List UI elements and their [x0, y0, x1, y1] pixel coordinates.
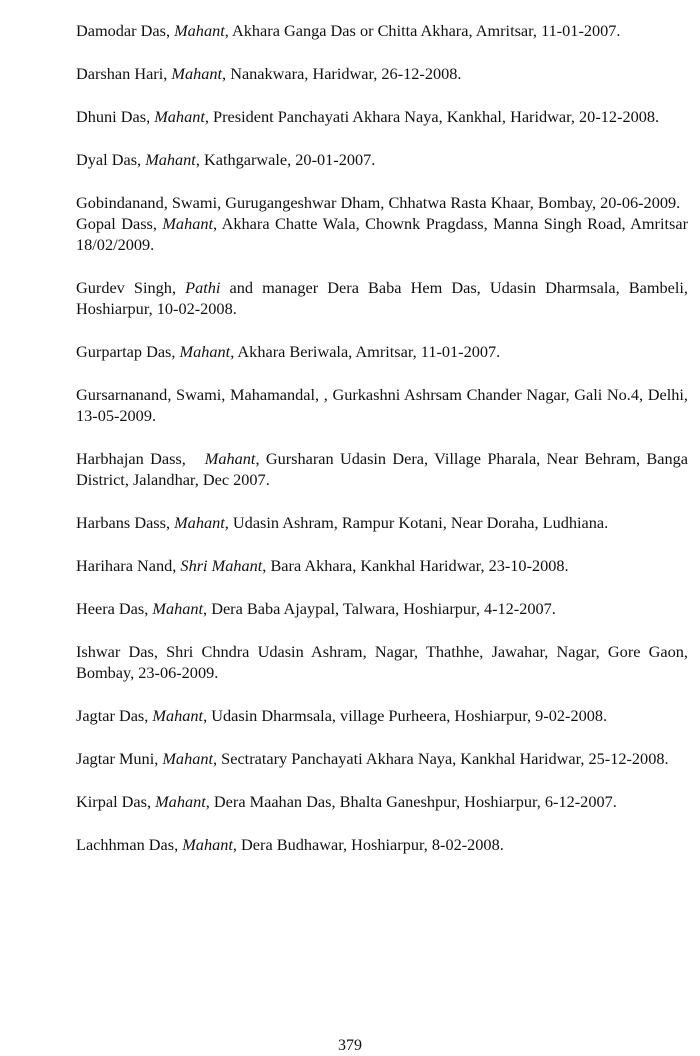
entry-title: Mahant	[174, 513, 225, 532]
entry-details: , Swami, Mahamandal, , Gurkashni Ashrsam Chander Nagar, Gali No.4, Delhi, 13-05-2009.	[76, 385, 688, 425]
entry-name: Harihara Nand	[76, 556, 173, 575]
entry-title: Mahant	[154, 107, 205, 126]
list-item: Harbans Dass, Mahant, Udasin Ashram, Rampur Kotani, Near Doraha, Ludhiana.	[76, 513, 609, 532]
entry-name: Kirpal Das	[76, 792, 147, 811]
entry-name: Heera Das	[76, 599, 145, 618]
entry-title: Mahant	[155, 792, 206, 811]
entry-details: , Udasin Ashram, Rampur Kotani, Near Doraha, Ludhiana.	[224, 513, 609, 532]
entry-details: , President Panchayati Akhara Naya, Kankhal, Haridwar, 20-12-2008.	[204, 107, 660, 126]
list-item: Dyal Das, Mahant, Kathgarwale, 20-01-2007.	[76, 150, 376, 169]
list-item: Jagtar Das, Mahant, Udasin Dharmsala, village Purheera, Hoshiarpur, 9-02-2008.	[76, 706, 608, 725]
entry-details: , Dera Maahan Das, Bhalta Ganeshpur, Hoshiarpur, 6-12-2007.	[205, 792, 617, 811]
entry-name: Lachhman Das	[76, 835, 175, 854]
entry-details: , Gursharan Udasin Dera, Village Pharala, Near Behram, Banga District, Jalandhar, Dec 2007.	[76, 449, 689, 489]
entry-title: Mahant	[171, 64, 223, 83]
list-item: Jagtar Muni, Mahant, Sectratary Panchayati Akhara Naya, Kankhal Haridwar, 25-12-2008.	[76, 749, 669, 768]
entry-name: Gurpartap Das	[76, 342, 172, 361]
entry-details: , Dera Budhawar, Hoshiarpur, 8-02-2008.	[232, 835, 504, 854]
list-item: Damodar Das, Mahant, Akhara Ganga Das or Chitta Akhara, Amritsar, 11-01-2007.	[76, 21, 621, 40]
entry-name: Damodar Das	[76, 21, 166, 40]
entry-details: , Akhara Ganga Das or Chitta Akhara, Amritsar, 11-01-2007.	[224, 21, 621, 40]
list-item: Gurpartap Das, Mahant, Akhara Beriwala, Amritsar, 11-01-2007.	[76, 342, 501, 361]
entry-details: and manager Dera Baba Hem Das, Udasin Dharmsala, Bambeli, Hoshiarpur, 10-02-2008.	[76, 278, 689, 318]
entry-title: Mahant	[182, 835, 233, 854]
entry-title: Mahant	[174, 21, 225, 40]
list-item	[76, 192, 688, 213]
list-item: Heera Das, Mahant, Dera Baba Ajaypal, Talwara, Hoshiarpur, 4-12-2007.	[76, 599, 556, 618]
bibliography-list	[76, 20, 688, 877]
list-item: Gurdev Singh, Pathi and manager Dera Baba Hem Das, Udasin Dharmsala, Bambeli, Hoshiarpur, 10-02-2008.	[76, 278, 689, 318]
entry-name: Gobindanand	[76, 193, 164, 212]
list-item: Darshan Hari, Mahant, Nanakwara, Haridwar, 26-12-2008.	[76, 64, 462, 83]
entry-details: , Swami, Gurugangeshwar Dham, Chhatwa Rasta Khaar, Bombay, 20-06-2009.	[163, 193, 681, 212]
entry-title: Mahant	[145, 150, 196, 169]
list-item: Kirpal Das, Mahant, Dera Maahan Das, Bhalta Ganeshpur, Hoshiarpur, 6-12-2007.	[76, 792, 617, 811]
entry-name: Gursarnanand	[76, 385, 168, 404]
entry-details: , Sectratary Panchayati Akhara Naya, Kankhal Haridwar, 25-12-2008.	[213, 749, 669, 768]
entry-title: Shri Mahant	[180, 556, 263, 575]
entry-title: Mahant	[179, 342, 231, 361]
entry-details: , Shri Chndra Udasin Ashram, Nagar, Thathhe, Jawahar, Nagar, Gore Gaon, Bombay, 23-06-2009.	[76, 642, 689, 682]
entry-title: Mahant	[162, 214, 214, 233]
entry-name: Gopal Dass	[76, 214, 153, 233]
entry-name: Ishwar Das	[76, 642, 154, 661]
list-item: Harbhajan Dass, Mahant, Gursharan Udasin Dera, Village Pharala, Near Behram, Banga District, Jalandhar, Dec 2007.	[76, 449, 689, 489]
list-item	[76, 641, 688, 683]
entry-name: Jagtar Muni	[76, 749, 155, 768]
list-item: Harihara Nand, Shri Mahant, Bara Akhara, Kankhal Haridwar, 23-10-2008.	[76, 556, 569, 575]
entry-title: Mahant	[152, 599, 204, 618]
entry-details: , Akhara Chatte Wala, Chownk Pragdass, Manna Singh Road, Amritsar 18/02/2009.	[76, 214, 689, 254]
list-item: Lachhman Das, Mahant, Dera Budhawar, Hoshiarpur, 8-02-2008.	[76, 835, 504, 854]
entry-name: Dyal Das	[76, 150, 138, 169]
entry-name: Dhuni Das	[76, 107, 147, 126]
list-item	[76, 384, 688, 426]
entry-name: Jagtar Das	[76, 706, 145, 725]
entry-details: , Udasin Dharmsala, village Purheera, Hoshiarpur, 9-02-2008.	[203, 706, 608, 725]
entry-details: , Kathgarwale, 20-01-2007.	[195, 150, 376, 169]
page-number: 379	[338, 1037, 362, 1054]
list-item: Dhuni Das, Mahant, President Panchayati Akhara Naya, Kankhal, Haridwar, 20-12-2008.	[76, 107, 660, 126]
entry-name: Harbhajan Dass	[76, 449, 182, 468]
entry-title: Mahant	[152, 706, 204, 725]
entry-details: , Dera Baba Ajaypal, Talwara, Hoshiarpur, 4-12-2007.	[203, 599, 556, 618]
entry-name: Harbans Dass	[76, 513, 166, 532]
entry-title: Mahant	[162, 749, 214, 768]
entry-name: Darshan Hari	[76, 64, 164, 83]
entry-title: Pathi	[185, 278, 221, 297]
entry-details: , Akhara Beriwala, Amritsar, 11-01-2007.	[230, 342, 501, 361]
entry-details: , Nanakwara, Haridwar, 26-12-2008.	[222, 64, 462, 83]
entry-name: Gurdev Singh	[76, 278, 172, 297]
list-item: Gopal Dass, Mahant, Akhara Chatte Wala, Chownk Pragdass, Manna Singh Road, Amritsar 18/02/2009.	[76, 214, 689, 254]
entry-details: , Bara Akhara, Kankhal Haridwar, 23-10-2008.	[262, 556, 569, 575]
entry-title: Mahant	[204, 449, 256, 468]
